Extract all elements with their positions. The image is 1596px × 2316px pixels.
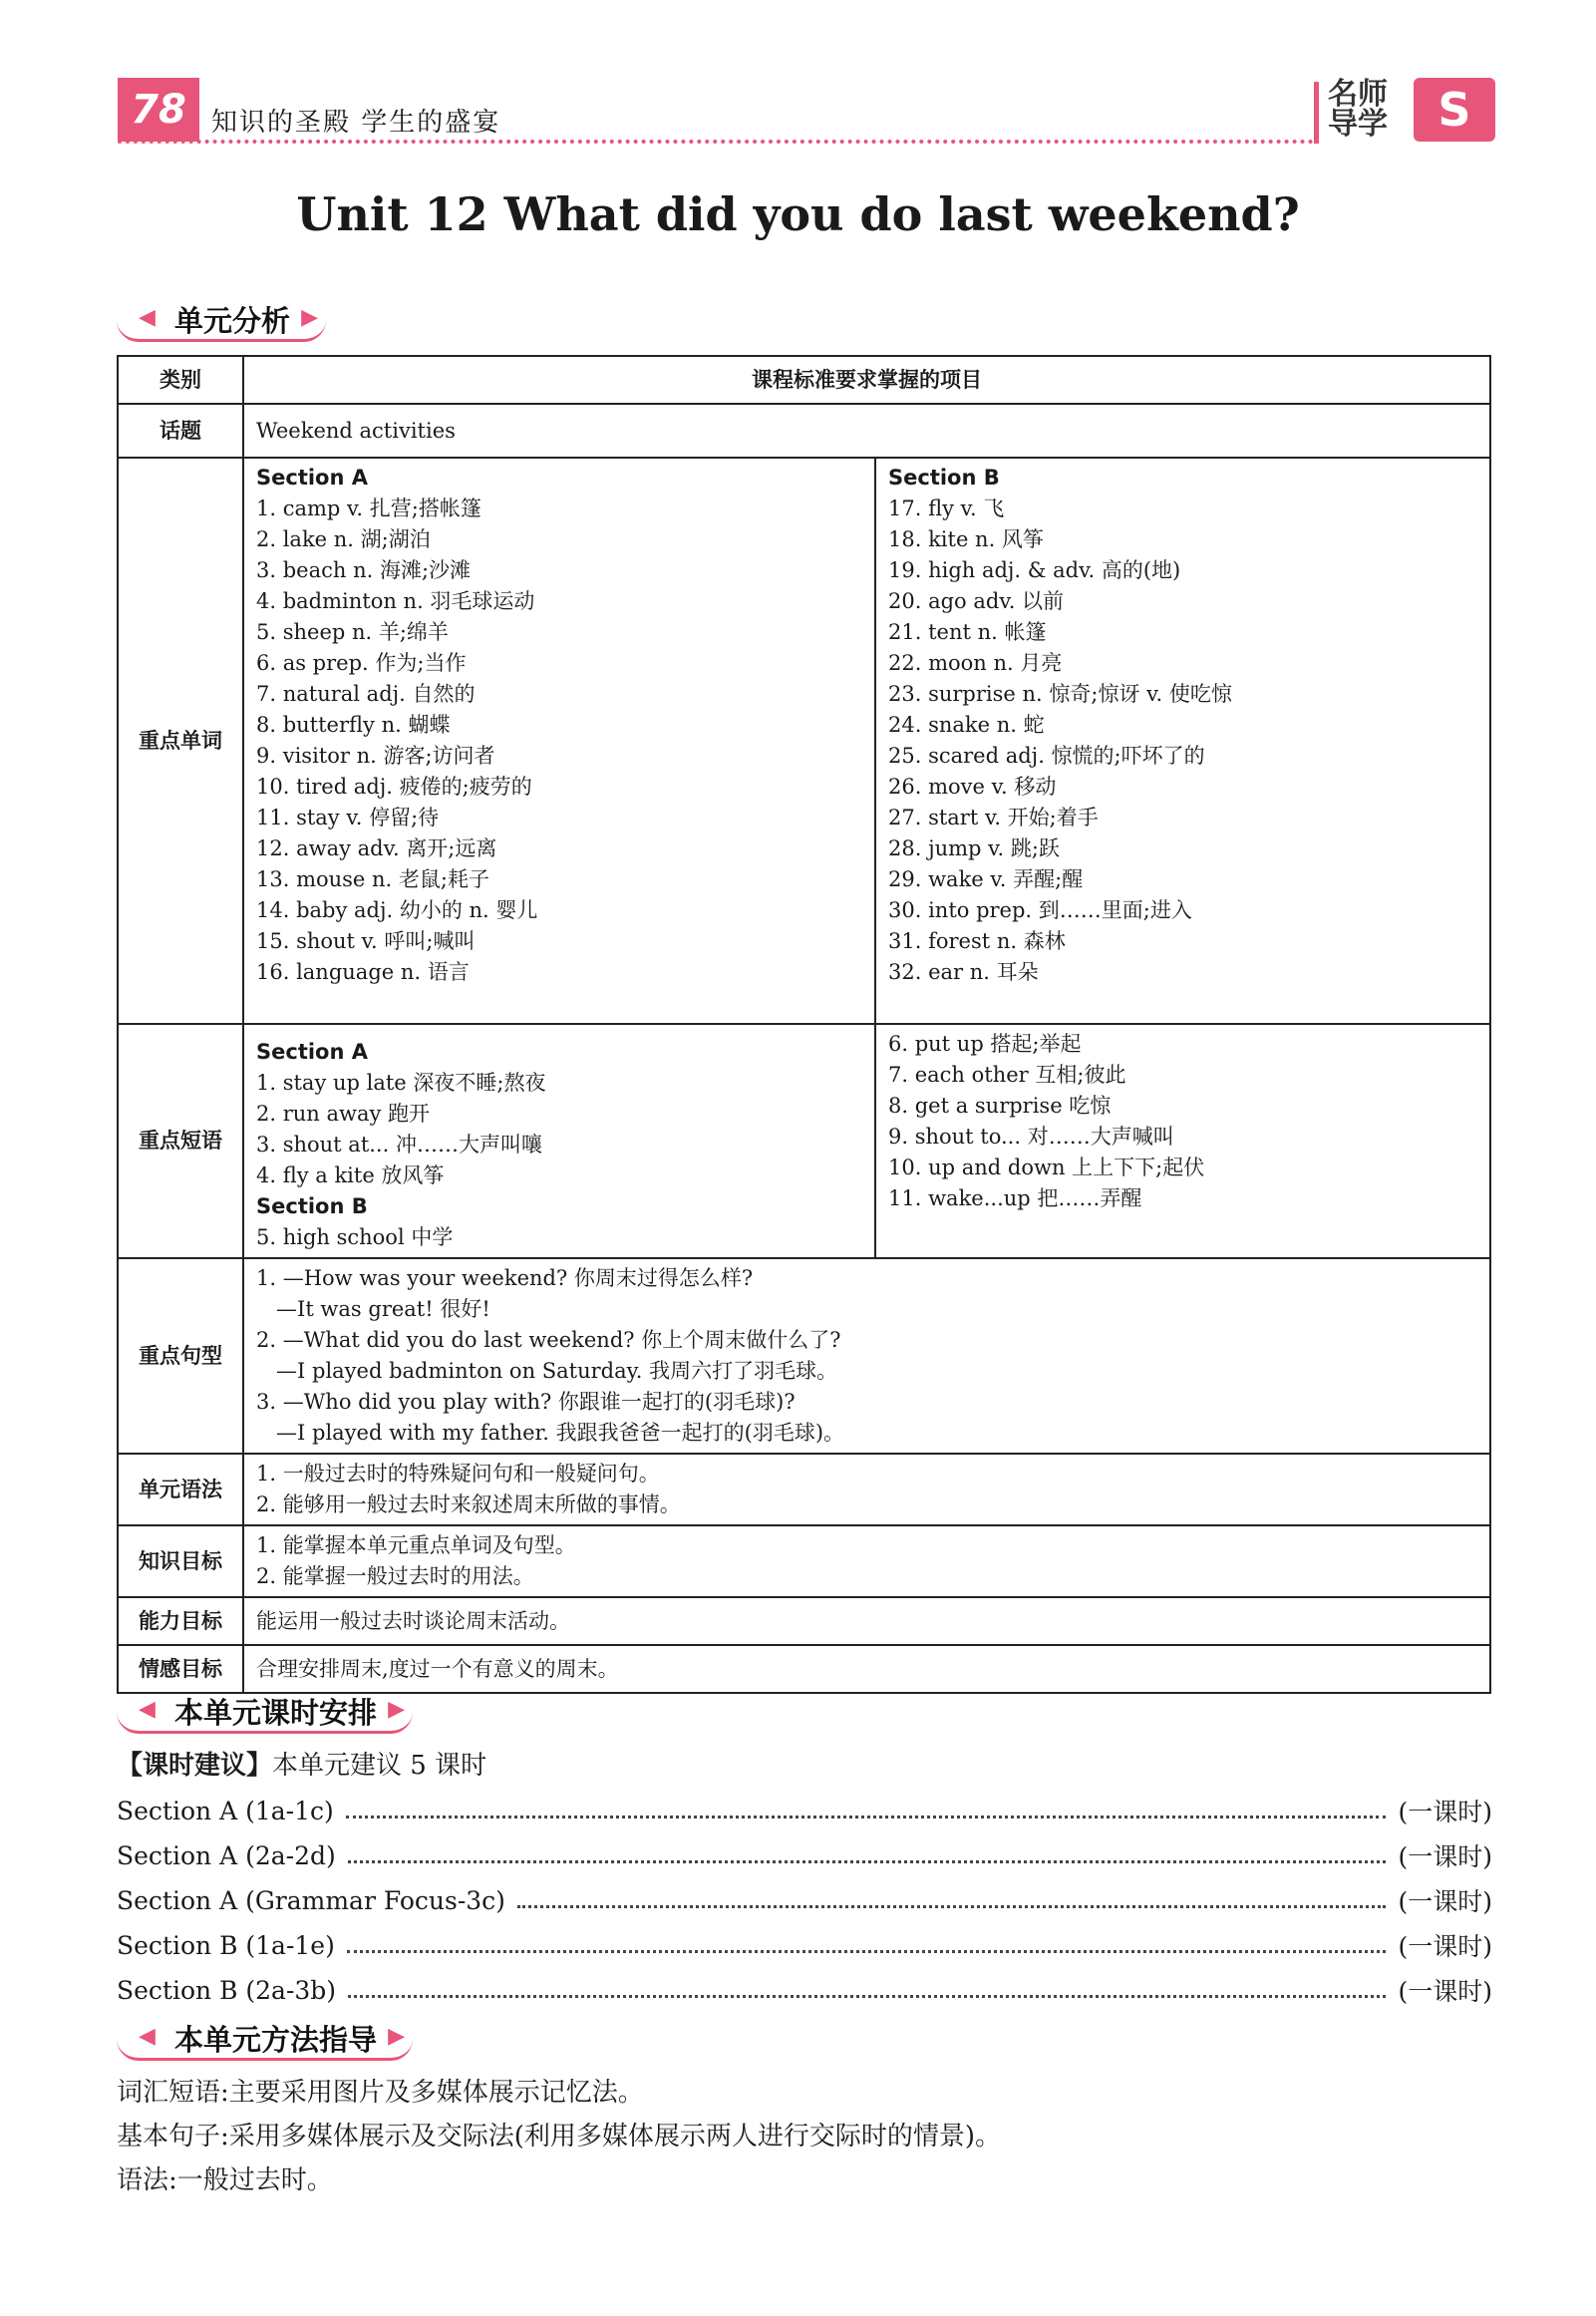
suggest-label: 【课时建议】 (117, 1751, 273, 1781)
ability-value: 能运用一般过去时谈论周末活动。 (243, 1597, 1490, 1645)
phrases-left-cell (243, 1024, 875, 1258)
topic-row (118, 404, 1490, 458)
list-item: 25. scared adj. 惊慌的;吓坏了的 (888, 744, 1205, 768)
list-item: 30. into prep. 到……里面;进入 (888, 898, 1192, 922)
header-bar (1314, 82, 1319, 144)
grammar-label: 单元语法 (118, 1454, 243, 1525)
schedule-suggestion (117, 1745, 486, 1782)
method-vocabulary: 词汇短语:主要采用图片及多媒体展示记忆法。 (117, 2078, 644, 2108)
words-right-list (888, 494, 1477, 988)
list-item: 3. shout at... 冲……大声叫嚷 (256, 1133, 542, 1157)
list-item: 23. surprise n. 惊奇;惊讶 v. 使吃惊 (888, 682, 1232, 706)
schedule-hours: (一课时) (1398, 1887, 1492, 1916)
phrases-right-list (888, 1029, 1477, 1214)
list-item: 6. put up 搭起;举起 (888, 1032, 1082, 1056)
section-tag-methods: ◀ 本单元方法指导 ▶ (117, 2018, 413, 2061)
section-tag-unit-analysis: ◀ 单元分析 ▶ (117, 299, 326, 342)
list-item: —It was great! 很好! (256, 1297, 490, 1321)
method-sentences: 基本句子:采用多媒体展示及交际法(利用多媒体展示两人进行交际时的情景)。 (117, 2122, 1002, 2151)
list-item: 24. snake n. 蛇 (888, 713, 1045, 737)
list-item: 2. 能够用一般过去时来叙述周末所做的事情。 (256, 1492, 681, 1516)
list-item: 22. moon n. 月亮 (888, 651, 1063, 675)
list-item: 1. —How was your weekend? 你周末过得怎么样? (256, 1266, 754, 1290)
list-item: 20. ago adv. 以前 (888, 589, 1065, 613)
grammar-cell (243, 1454, 1490, 1525)
schedule-section: Section A (2a-2d) (117, 1840, 336, 1870)
words-right-cell (875, 458, 1490, 1024)
list-item: 10. tired adj. 疲倦的;疲劳的 (256, 775, 532, 799)
schedule-hours: (一课时) (1398, 1932, 1492, 1961)
publisher-logo-text (1328, 77, 1418, 142)
list-item: 28. jump v. 跳;跃 (888, 836, 1060, 860)
list-item: 17. fly v. 飞 (888, 496, 1005, 520)
leader-dots (346, 1816, 1387, 1819)
list-item: 18. kite n. 风筝 (888, 527, 1044, 551)
list-item: 4. fly a kite 放风筝 (256, 1163, 445, 1187)
list-item: 1. stay up late 深夜不睡;熬夜 (256, 1071, 546, 1095)
phrases-section-a: Section A (256, 1040, 368, 1064)
list-item: 31. forest n. 森林 (888, 929, 1066, 953)
leader-dots (348, 1860, 1387, 1863)
list-item: 2. —What did you do last weekend? 你上个周末做什么了? (256, 1328, 841, 1352)
list-item: 7. each other 互相;彼此 (888, 1063, 1126, 1087)
schedule-hours: (一课时) (1398, 1798, 1492, 1826)
list-item: 8. butterfly n. 蝴蝶 (256, 713, 451, 737)
list-item: 12. away adv. 离开;远离 (256, 836, 497, 860)
list-item: 10. up and down 上上下下;起伏 (888, 1156, 1205, 1179)
sentences-row (118, 1258, 1490, 1454)
ability-label: 能力目标 (118, 1597, 243, 1645)
header-category: 类别 (118, 356, 243, 404)
schedule-row (117, 1925, 1492, 1965)
topic-label: 话题 (118, 404, 243, 458)
emotion-label: 情感目标 (118, 1645, 243, 1693)
schedule-row (117, 1970, 1492, 2010)
header-motto: 知识的圣殿 学生的盛宴 (211, 108, 501, 138)
words-left-section: Section A (256, 466, 368, 490)
header-items: 课程标准要求掌握的项目 (243, 356, 1490, 404)
emotion-value: 合理安排周末,度过一个有意义的周末。 (243, 1645, 1490, 1693)
list-item: 1. 一般过去时的特殊疑问句和一般疑问句。 (256, 1462, 660, 1486)
method-grammar: 语法:一般过去时。 (117, 2165, 333, 2195)
emotion-row (118, 1645, 1490, 1693)
list-item: 1. 能掌握本单元重点单词及句型。 (256, 1533, 576, 1557)
schedule-row (117, 1791, 1492, 1830)
phrases-section-b: Section B (256, 1194, 368, 1218)
schedule-section: Section B (1a-1e) (117, 1930, 335, 1960)
list-item: 26. move v. 移动 (888, 775, 1057, 799)
list-item: 19. high adj. & adv. 高的(地) (888, 558, 1181, 582)
schedule-row (117, 1835, 1492, 1875)
list-item: 8. get a surprise 吃惊 (888, 1094, 1112, 1118)
list-item: 14. baby adj. 幼小的 n. 婴儿 (256, 898, 538, 922)
logo-line1: 名师 (1328, 77, 1388, 112)
grammar-row (118, 1454, 1490, 1525)
knowledge-row (118, 1525, 1490, 1597)
grammar-list (256, 1459, 1477, 1520)
sentences-list (256, 1263, 1477, 1449)
list-item: 2. lake n. 湖;湖泊 (256, 527, 431, 551)
list-item: 7. natural adj. 自然的 (256, 682, 476, 706)
list-item: 13. mouse n. 老鼠;耗子 (256, 867, 489, 891)
list-item: 16. language n. 语言 (256, 960, 470, 984)
publisher-logo-icon: S (1414, 78, 1495, 142)
list-item: 15. shout v. 呼叫;喊叫 (256, 929, 476, 953)
logo-line2: 导学 (1328, 107, 1388, 142)
schedule-section: Section B (2a-3b) (117, 1975, 337, 2005)
list-item: 5. sheep n. 羊;绵羊 (256, 620, 449, 644)
topic-value: Weekend activities (243, 404, 1490, 458)
list-item: 9. shout to... 对……大声喊叫 (888, 1125, 1174, 1149)
list-item: 29. wake v. 弄醒;醒 (888, 867, 1084, 891)
words-row (118, 458, 1490, 1024)
knowledge-label: 知识目标 (118, 1525, 243, 1597)
list-item: 4. badminton n. 羽毛球运动 (256, 589, 535, 613)
list-item: 1. camp v. 扎营;搭帐篷 (256, 496, 481, 520)
list-item: 6. as prep. 作为;当作 (256, 651, 467, 675)
list-item: 2. run away 跑开 (256, 1102, 431, 1126)
list-item: 3. —Who did you play with? 你跟谁一起打的(羽毛球)? (256, 1390, 796, 1414)
list-item: 3. beach n. 海滩;沙滩 (256, 558, 472, 582)
leader-dots (347, 1950, 1387, 1953)
list-item: 27. start v. 开始;着手 (888, 806, 1099, 829)
list-item: —I played badminton on Saturday. 我周六打了羽毛球。 (256, 1359, 838, 1383)
suggest-text: 本单元建议 5 课时 (272, 1751, 487, 1781)
knowledge-list (256, 1530, 1477, 1592)
list-item: 5. high school 中学 (256, 1225, 454, 1249)
words-left-list (256, 494, 862, 988)
phrases-left-b-list (256, 1222, 862, 1253)
list-item: 21. tent n. 帐篷 (888, 620, 1047, 644)
sentences-cell (243, 1258, 1490, 1454)
phrases-left-a-list (256, 1068, 862, 1191)
section-tag-schedule: ◀ 本单元课时安排 ▶ (117, 1691, 413, 1734)
list-item: 9. visitor n. 游客;访问者 (256, 744, 495, 768)
words-left-cell (243, 458, 875, 1024)
header-divider (118, 140, 1314, 144)
page-number: 78 (118, 78, 199, 142)
list-item: 32. ear n. 耳朵 (888, 960, 1039, 984)
schedule-hours: (一课时) (1398, 1977, 1492, 2006)
phrases-label: 重点短语 (118, 1024, 243, 1258)
table-header-row (118, 356, 1490, 404)
schedule-row (117, 1880, 1492, 1920)
leader-dots (348, 1995, 1386, 1998)
phrases-right-cell (875, 1024, 1490, 1258)
words-right-section: Section B (888, 466, 1000, 490)
list-item: 2. 能掌握一般过去时的用法。 (256, 1564, 534, 1588)
sentences-label: 重点句型 (118, 1258, 243, 1454)
unit-analysis-table (117, 355, 1491, 1694)
schedule-section: Section A (1a-1c) (117, 1796, 334, 1825)
phrases-row (118, 1024, 1490, 1258)
words-label: 重点单词 (118, 458, 243, 1024)
schedule-section: Section A (Grammar Focus-3c) (117, 1885, 505, 1915)
unit-title: Unit 12 What did you do last weekend? (296, 187, 1300, 241)
leader-dots (517, 1905, 1387, 1908)
ability-row (118, 1597, 1490, 1645)
list-item: 11. wake...up 把……弄醒 (888, 1186, 1142, 1210)
schedule-hours: (一课时) (1398, 1842, 1492, 1871)
list-item: 11. stay v. 停留;待 (256, 806, 440, 829)
list-item: —I played with my father. 我跟我爸爸一起打的(羽毛球)。 (256, 1421, 845, 1445)
knowledge-cell (243, 1525, 1490, 1597)
